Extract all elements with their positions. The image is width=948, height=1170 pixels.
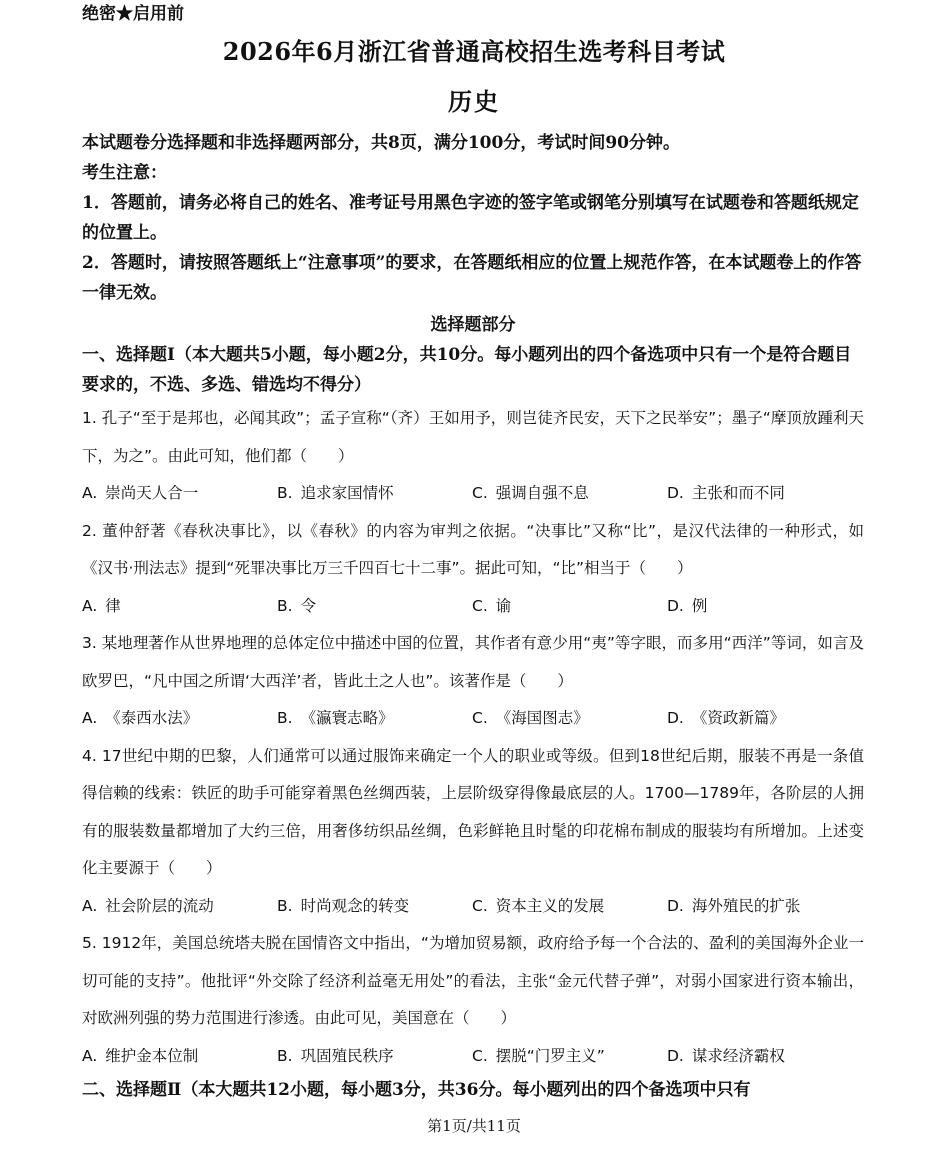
notice-label: 考生注意： [82, 163, 167, 183]
option-d: D. 《资政新篇》 [667, 709, 785, 727]
question-1 [82, 400, 864, 513]
part2-heading: 二、选择题Ⅱ（本大题共12小题，每小题3分，共36分。每小题列出的四个备选项中只有 [82, 1080, 751, 1100]
option-a: A. 《泰西水法》 [82, 709, 199, 727]
notice-item-2: 2．答题时，请按照答题纸上“注意事项”的要求，在答题纸相应的位置上规范作答，在本试题卷上的作答一律无效。 [82, 253, 862, 303]
option-c: C. 谕 [472, 596, 512, 615]
option-b: B. 《瀛寰志略》 [277, 709, 394, 727]
option-a: A. 维护金本位制 [82, 1046, 199, 1065]
question-options [82, 475, 864, 513]
option-a: A. 崇尚天人合一 [82, 484, 199, 502]
option-b: B. 追求家国情怀 [277, 484, 394, 502]
question-stem: 1. 孔子“至于是邦也，必闻其政”；孟子宣称“（齐）王如用予，则岂徒齐民安，天下之民举安”；墨子“摩顶放踵利天下，为之”。由此可知，他们都（ ） [82, 409, 864, 465]
question-stem: 3. 某地理著作从世界地理的总体定位中描述中国的位置，其作者有意少用“夷”等字眼，而多用“西洋”等词，如言及欧罗巴，“凡中国之所谓‘大西洋’者，皆此土之人也”。该著作是（ ） [82, 634, 864, 690]
option-b: B. 巩固殖民秩序 [277, 1046, 394, 1065]
notice-item-1: 1．答题前，请务必将自己的姓名、准考证号用黑色字迹的签字笔或钢笔分别填写在试题卷和答题纸规定的位置上。 [82, 193, 859, 243]
option-d: D. 主张和而不同 [667, 484, 785, 502]
option-c: C. 强调自强不息 [472, 484, 589, 502]
section-title: 选择题部分 [430, 315, 516, 335]
option-c: C. 资本主义的发展 [472, 896, 605, 915]
question-5 [82, 925, 864, 1075]
question-3 [82, 625, 864, 738]
question-options [82, 700, 864, 738]
exam-content [82, 128, 864, 1105]
question-options [82, 888, 864, 926]
part1-heading: 一、选择题Ⅰ（本大题共5小题，每小题2分，共10分。每小题列出的四个备选项中只有一个是符合题目要求的，不选、多选、错选均不得分） [82, 345, 852, 395]
question-4 [82, 738, 864, 926]
question-stem: 5. 1912年，美国总统塔夫脱在国情咨文中指出，“为增加贸易额，政府给予每一个合法的、盈利的美国海外企业一切可能的支持”。他批评“外交除了经济利益毫无用处”的看法，主张“金元代替子弹”，对弱小国家进行资本输出，对欧洲列强的势力范围进行渗透。由此可见，美国意在（ ） [82, 934, 864, 1027]
question-options [82, 1038, 864, 1076]
question-2 [82, 513, 864, 626]
question-stem: 4. 17世纪中期的巴黎，人们通常可以通过服饰来确定一个人的职业或等级。但到18世纪后期，服装不再是一条值得信赖的线索：铁匠的助手可能穿着黑色丝绸西装，上层阶级穿得像最底层的人。1700—1789年，各阶层的人拥有的服装数量都增加了大约三倍，用奢侈纺织品丝绸，色彩鲜艳且时髦的印花棉布制成的服装均有所增加。上述变化主要源于（ ） [82, 746, 864, 877]
option-c: C. 摆脱“门罗主义” [472, 1046, 605, 1065]
exam-title: 2026年6月浙江省普通高校招生选考科目考试 [222, 37, 726, 66]
secret-mark: 绝密★启用前 [82, 4, 184, 24]
question-stem: 2. 董仲舒著《春秋决事比》，以《春秋》的内容为审判之依据。“决事比”又称“比”，是汉代法律的一种形式，如《汉书·刑法志》提到“死罪决事比万三千四百七十二事”。据此可知，“比”相当于（ ） [82, 521, 864, 577]
option-d: D. 例 [667, 596, 708, 615]
option-a: A. 社会阶层的流动 [82, 896, 214, 915]
subject-title: 历史 [448, 87, 500, 116]
option-c: C. 《海国图志》 [472, 709, 589, 727]
option-b: B. 时尚观念的转变 [277, 896, 410, 915]
option-d: D. 海外殖民的扩张 [667, 896, 801, 915]
option-b: B. 令 [277, 596, 317, 615]
question-options [82, 588, 864, 626]
option-a: A. 律 [82, 596, 121, 615]
option-d: D. 谋求经济霸权 [667, 1046, 785, 1065]
instructions-intro: 本试题卷分选择题和非选择题两部分，共8页，满分100分，考试时间90分钟。 [82, 133, 680, 153]
page-number: 第1页/共11页 [427, 1117, 521, 1135]
